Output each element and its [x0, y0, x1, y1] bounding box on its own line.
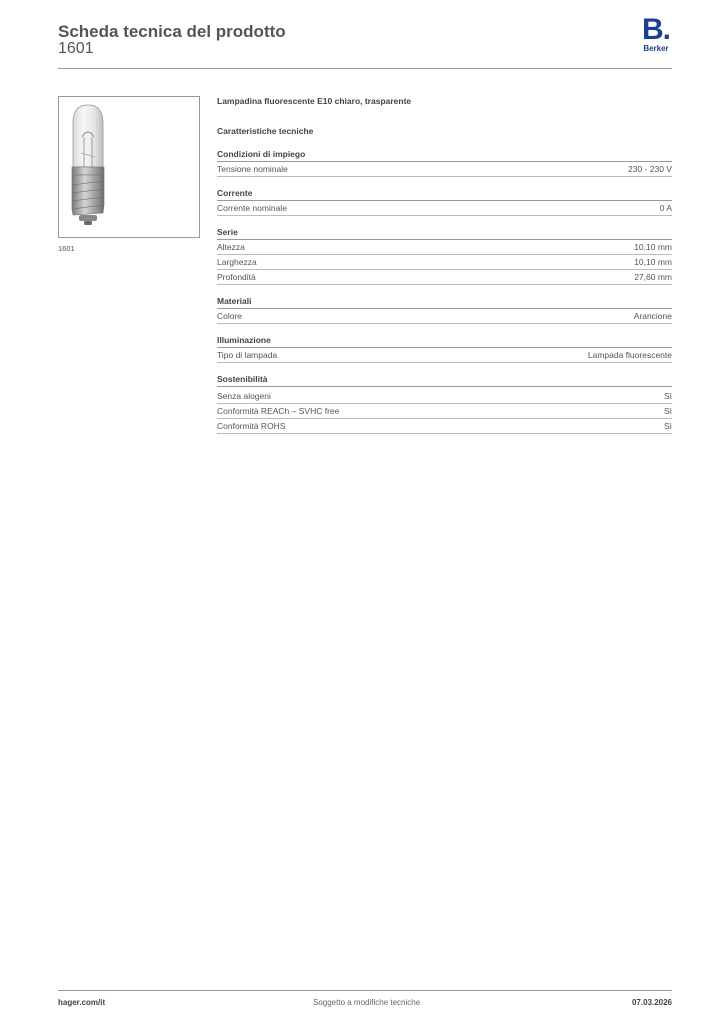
section-title: Serie: [217, 226, 672, 240]
footer-disclaimer: Soggetto a modifiche tecniche: [313, 998, 421, 1007]
spec-row: [217, 270, 672, 285]
spec-value: Lampada fluorescente: [587, 350, 672, 360]
footer-website[interactable]: hager.com/it: [58, 998, 106, 1007]
section-materiali: [217, 295, 672, 324]
section-title: Corrente: [217, 187, 672, 201]
header-divider: [58, 68, 672, 69]
footer-divider: [58, 990, 672, 991]
section-title: Sostenibilità: [217, 373, 672, 387]
section-serie: [217, 226, 672, 285]
spec-row: [217, 255, 672, 270]
section-title: Materiali: [217, 295, 672, 309]
bulb-image: [59, 97, 199, 237]
page-title: Scheda tecnica del prodotto: [58, 22, 286, 41]
spec-row: [217, 201, 672, 216]
spec-label: Senza alogeni: [217, 391, 271, 401]
spec-value: Sì: [663, 406, 672, 416]
section-condizioni: [217, 148, 672, 177]
spec-label: Conformità ROHS: [217, 421, 286, 431]
spec-row: [217, 309, 672, 324]
spec-row: [217, 348, 672, 363]
spec-value: 0 A: [659, 203, 672, 213]
spec-label: Corrente nominale: [217, 203, 287, 213]
spec-row: [217, 419, 672, 434]
section-title: Condizioni di impiego: [217, 148, 672, 162]
spec-content: [217, 94, 672, 434]
spec-label: Larghezza: [217, 257, 257, 267]
section-sostenibilita: [217, 373, 672, 434]
spec-value: Sì: [663, 421, 672, 431]
product-image-frame: [58, 96, 200, 238]
spec-row: [217, 240, 672, 255]
spec-label: Colore: [217, 311, 243, 321]
spec-value: 10,10 mm: [634, 257, 672, 267]
product-code: 1601: [58, 40, 94, 57]
spec-label: Profondità: [217, 272, 256, 282]
berker-logo: B. Berker: [638, 16, 674, 53]
spec-value: 10,10 mm: [634, 242, 672, 252]
spec-label: Tensione nominale: [217, 164, 288, 174]
product-title: Lampadina fluorescente E10 chiaro, trasparente: [217, 96, 412, 106]
spec-label: Altezza: [217, 242, 245, 252]
footer-date: 07.03.2026: [631, 998, 672, 1007]
spec-value: Sì: [663, 391, 672, 401]
spec-value: Arancione: [633, 311, 672, 321]
spec-row: [217, 389, 672, 404]
spec-value: 27,60 mm: [634, 272, 672, 282]
section-corrente: [217, 187, 672, 216]
spec-row: [217, 404, 672, 419]
logo-name: Berker: [643, 44, 669, 53]
spec-label: Conformità REACh – SVHC free: [217, 406, 340, 416]
logo-letter: B: [641, 13, 663, 46]
section-illuminazione: [217, 334, 672, 363]
spec-value: 230 - 230 V: [628, 164, 672, 174]
spec-row: [217, 162, 672, 177]
spec-label: Tipo di lampada: [217, 350, 278, 360]
section-title: Illuminazione: [217, 334, 672, 348]
image-caption: 1601: [58, 244, 75, 253]
tech-heading: Caratteristiche tecniche: [217, 126, 314, 136]
